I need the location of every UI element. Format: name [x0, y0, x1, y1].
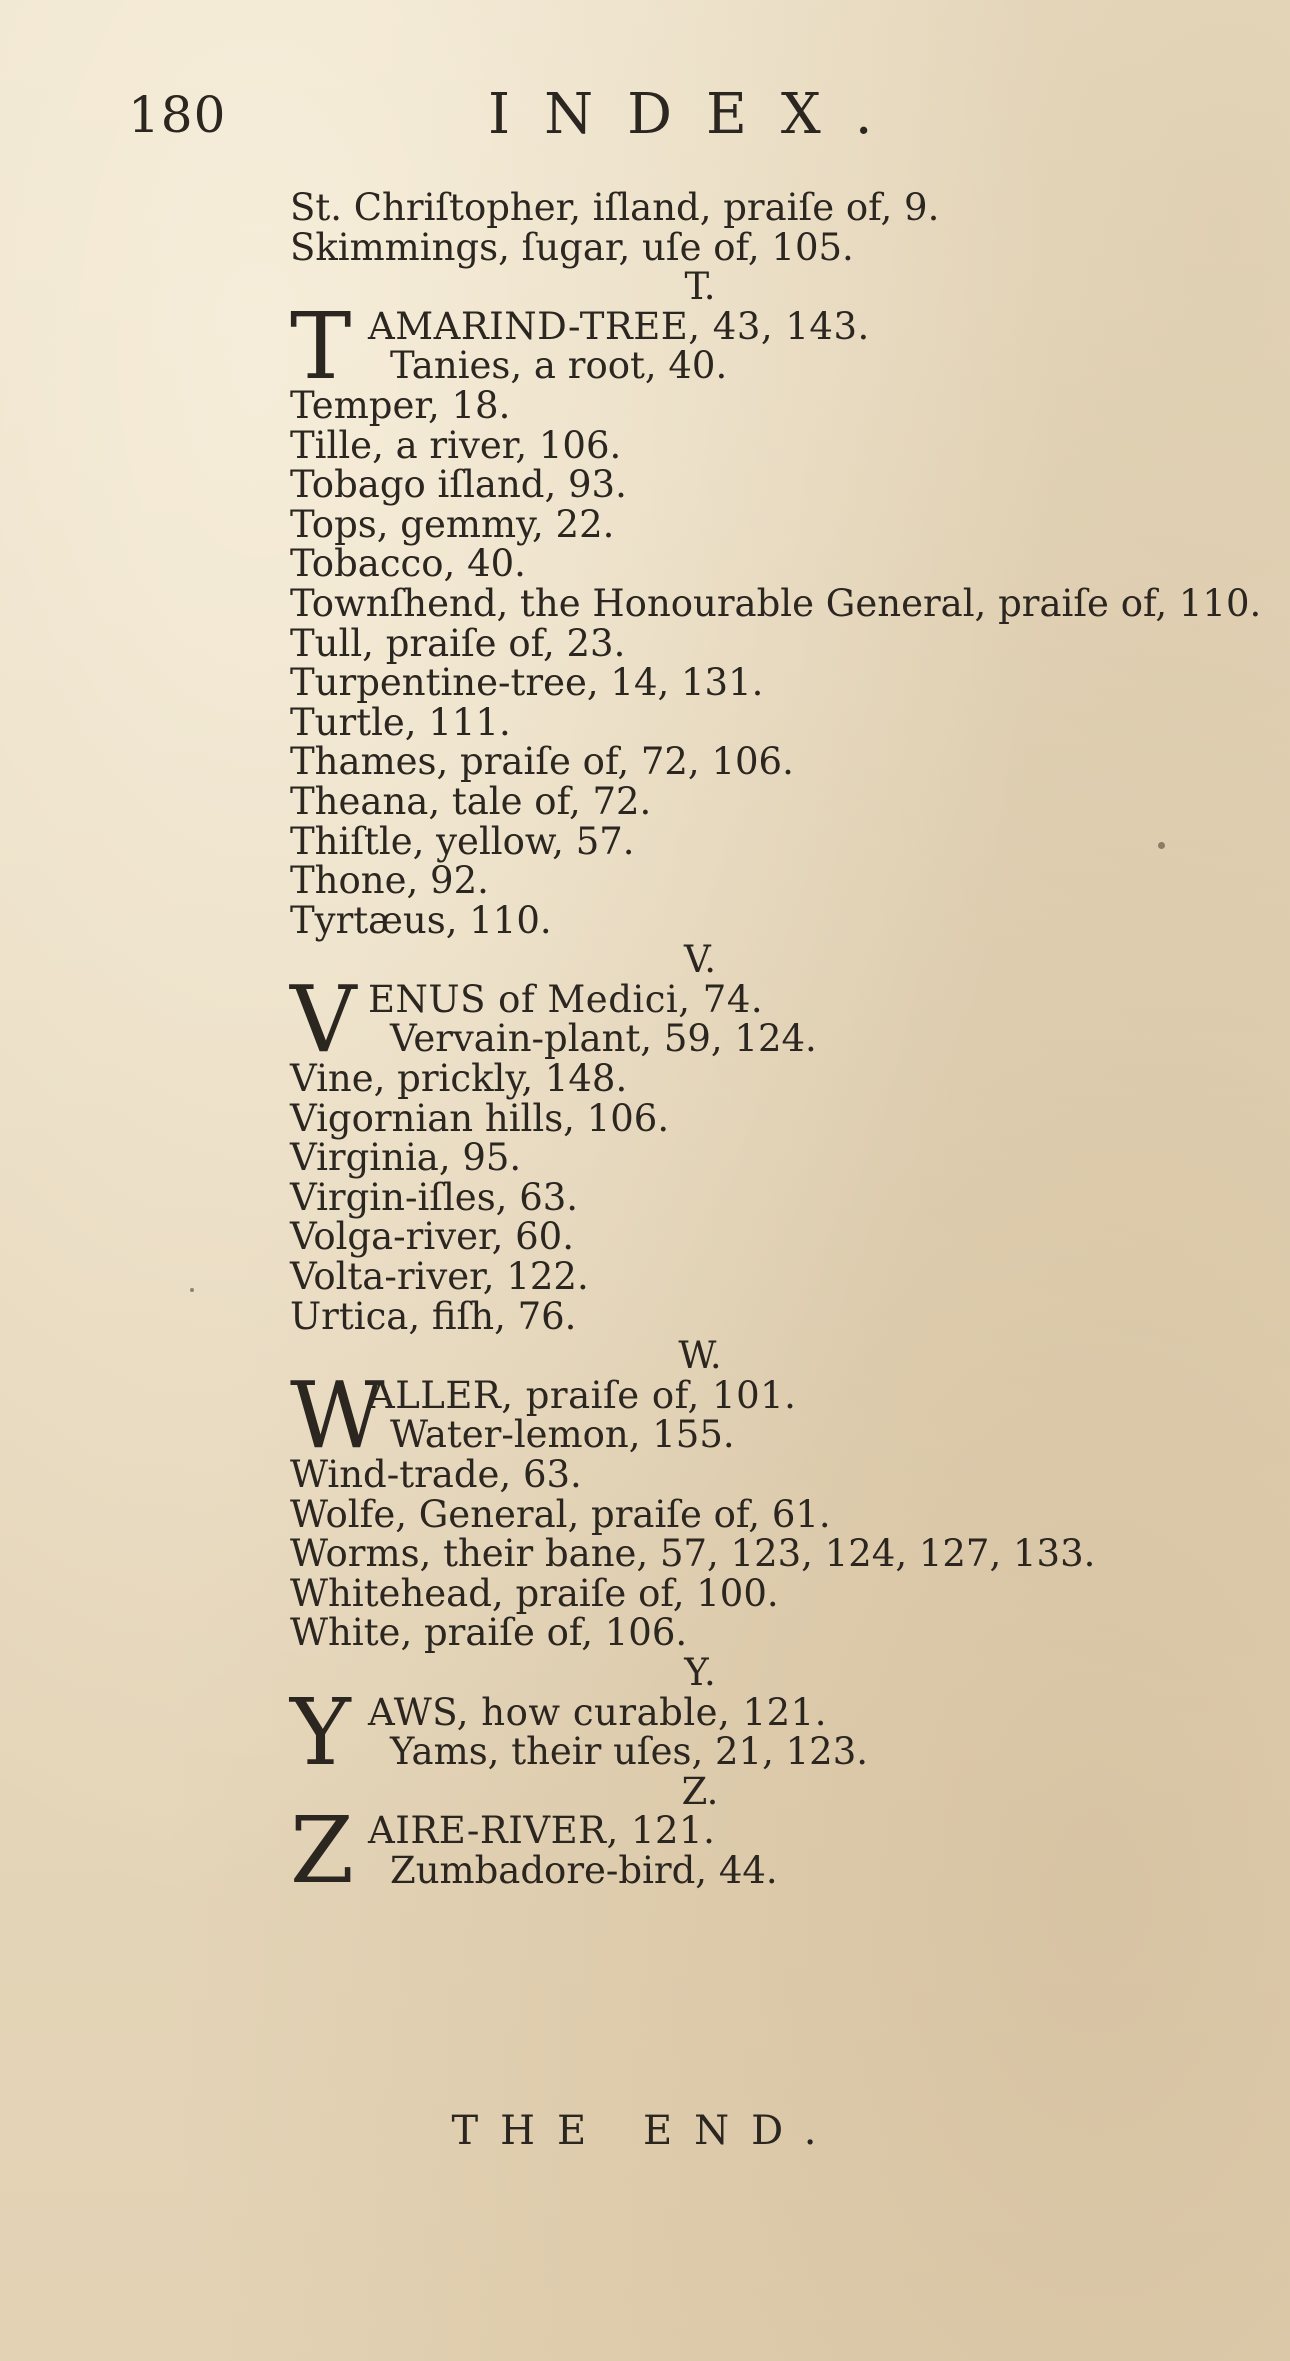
ink-spot — [1158, 842, 1165, 849]
index-entry: Volga-river, 60. — [290, 1215, 574, 1259]
section-opening-y — [290, 1678, 1250, 1786]
index-entry: Vine, prickly, 148. — [290, 1057, 628, 1101]
index-entry: Virginia, 95. — [290, 1136, 522, 1180]
section-heading-w: W. — [678, 1334, 722, 1378]
index-entry: Yams, their uſes, 21, 123. — [390, 1730, 869, 1774]
index-entry: Urtica, fiſh, 76. — [290, 1294, 577, 1338]
section-opening-z — [290, 1797, 1250, 1905]
index-entry: Turpentine-tree, 14, 131. — [290, 661, 764, 705]
index-entry: Whitehead, praiſe of, 100. — [290, 1571, 779, 1615]
section-heading-t: T. — [684, 265, 716, 309]
index-entry: Skimmings, ſugar, uſe of, 105. — [290, 225, 854, 269]
index-entry: Theana, tale of, 72. — [290, 779, 652, 823]
index-entry: Tanies, a root, 40. — [390, 344, 728, 388]
section-heading-y: Y. — [684, 1650, 716, 1694]
index-entry: Thames, praiſe of, 72, 106. — [290, 740, 794, 784]
index-entry: Tull, praiſe of, 23. — [290, 621, 626, 665]
index-entry: Tille, a river, 106. — [290, 423, 622, 467]
section-opening-v — [290, 965, 1250, 1073]
section-heading-z: Z. — [681, 1769, 719, 1813]
section-opening-w — [290, 1361, 1250, 1469]
page-header — [0, 78, 1290, 158]
closing-line: THE END. — [451, 2108, 839, 2154]
index-entry: Thiſtle, yellow, 57. — [290, 819, 635, 863]
index-entry: ALLER, praiſe of, 101. — [368, 1373, 797, 1417]
index-entry: Tobacco, 40. — [290, 542, 526, 586]
index-entry: Vervain-plant, 59, 124. — [390, 1017, 817, 1061]
index-entry: St. Chriſtopher, iſland, praiſe of, 9. — [290, 186, 940, 229]
drop-cap-t: T — [290, 292, 352, 400]
page-number: 180 — [128, 86, 227, 144]
index-entry: Worms, their bane, 57, 123, 124, 127, 133. — [290, 1532, 1096, 1576]
drop-cap-v: V — [290, 965, 357, 1073]
index-entry: Townſhend, the Honourable General, praiſe of, 110. — [290, 581, 1262, 625]
index-entry: Wolfe, General, praiſe of, 61. — [290, 1492, 831, 1536]
running-title: INDEX. — [488, 82, 907, 147]
index-entry: AWS, how curable, 121. — [368, 1690, 827, 1734]
index-entry: Zumbadore-bird, 44. — [390, 1848, 778, 1892]
ink-spot — [190, 1288, 194, 1292]
index-entry: Thone, 92. — [290, 859, 489, 903]
index-entry: Tyrtæus, 110. — [290, 898, 552, 942]
drop-cap-y: Y — [290, 1678, 351, 1786]
index-entry: ENUS of Medici, 74. — [368, 977, 764, 1021]
drop-cap-z: Z — [290, 1797, 354, 1905]
index-entry: AIRE-RIVER, 121. — [368, 1809, 716, 1853]
section-heading-v: V. — [683, 938, 716, 982]
index-entry: Vigornian hills, 106. — [290, 1096, 670, 1140]
section-opening-t — [290, 292, 1250, 400]
index-entry: Water-lemon, 155. — [390, 1413, 735, 1457]
index-entry: Turtle, 111. — [290, 700, 511, 744]
index-entry: White, praiſe of, 106. — [290, 1611, 688, 1655]
index-entry: Tops, gemmy, 22. — [290, 502, 615, 546]
index-entry: Wind-trade, 63. — [290, 1453, 582, 1496]
index-entry: Temper, 18. — [290, 383, 511, 427]
index-entry: Virgin-iſles, 63. — [290, 1175, 579, 1219]
index-entry: Tobago iſland, 93. — [290, 463, 627, 507]
index-list — [290, 186, 1262, 1905]
index-entry: AMARIND-TREE, 43, 143. — [368, 304, 870, 348]
drop-cap-w: W — [290, 1361, 385, 1469]
index-entry: Volta-river, 122. — [290, 1255, 589, 1299]
